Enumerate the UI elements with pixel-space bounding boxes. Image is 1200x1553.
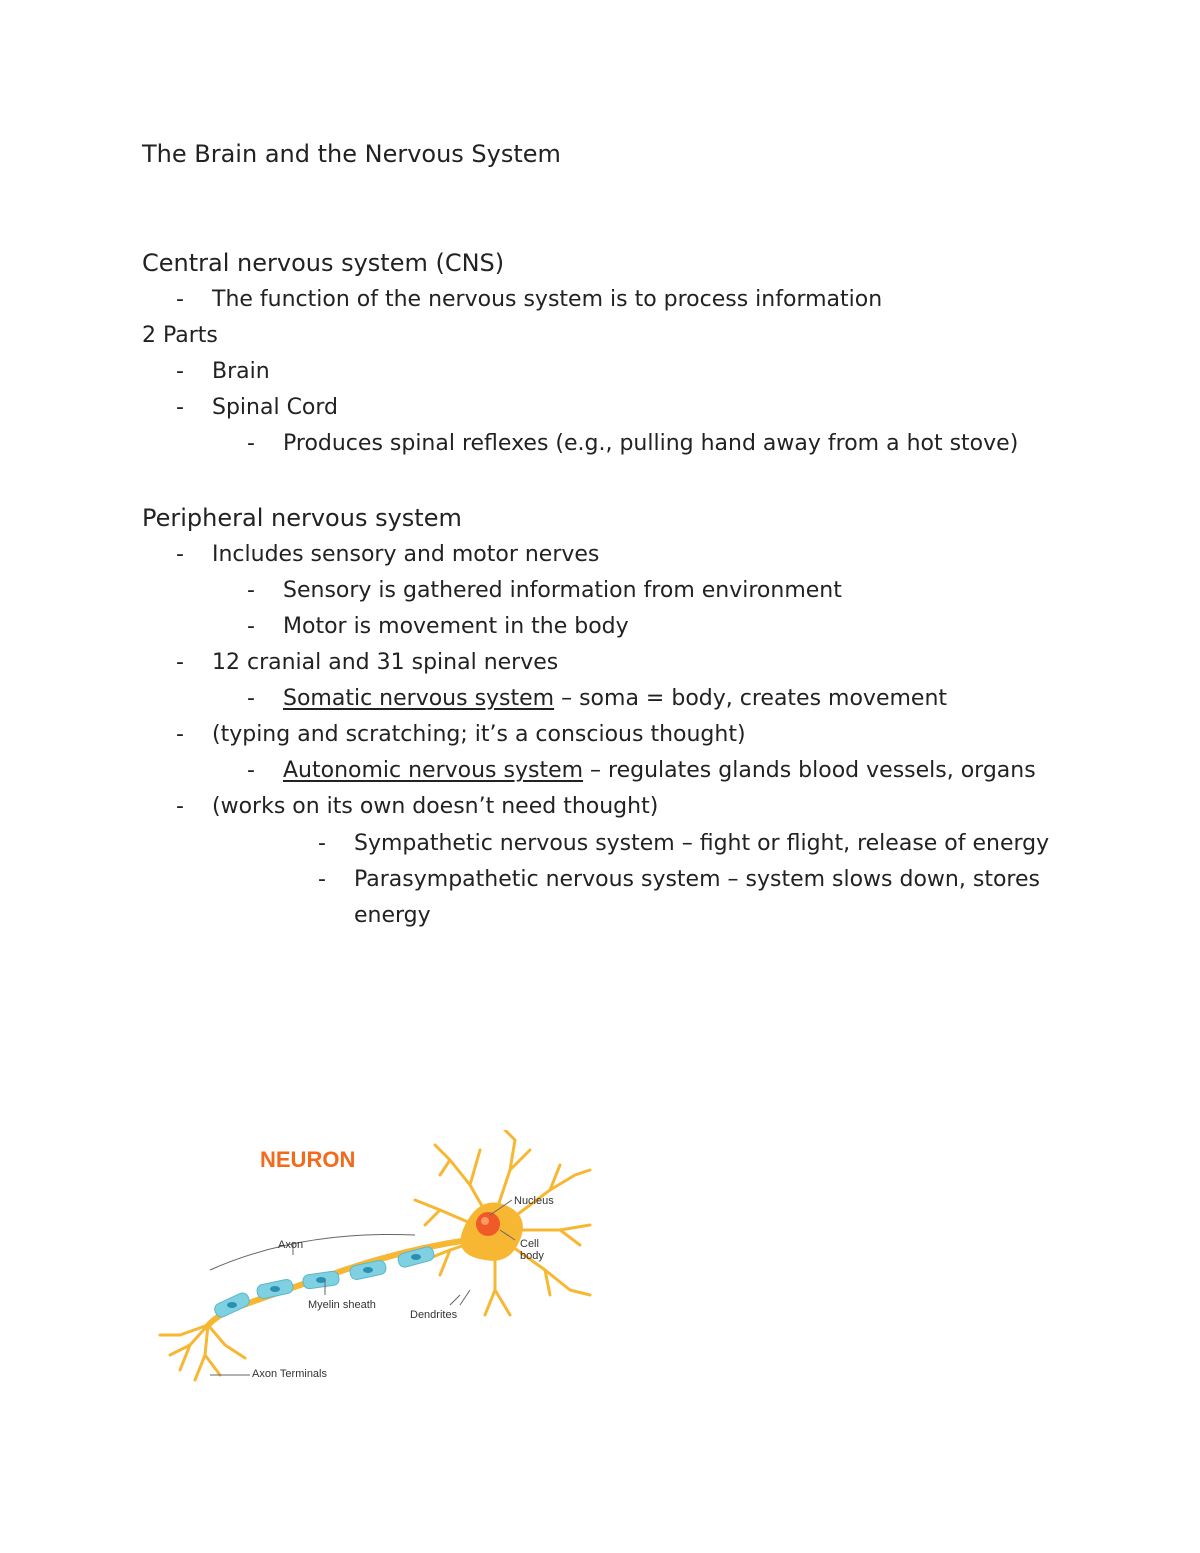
label-dendrites: Dendrites: [410, 1309, 458, 1321]
label-myelin-sheath: Myelin sheath: [308, 1299, 376, 1311]
nerves-item: 12 cranial and 31 spinal nerves: [212, 650, 559, 675]
autonomic-description: – regulates glands blood vessels, organs: [583, 758, 1036, 783]
works-item: (works on its own doesn’t need thought): [212, 794, 659, 819]
neuron-title: NEURON: [260, 1147, 356, 1172]
includes-item: Includes sensory and motor nerves: [212, 542, 600, 567]
bullet-dash: -: [176, 794, 184, 819]
bullet-dash: -: [247, 431, 255, 456]
label-axon-terminals: Axon Terminals: [252, 1368, 327, 1380]
sensory-item: Sensory is gathered information from environment: [283, 578, 842, 603]
somatic-item: [283, 684, 947, 714]
typing-item: (typing and scratching; it’s a conscious thought): [212, 722, 746, 747]
bullet-dash: -: [318, 831, 326, 856]
spinal-cord-item: Spinal Cord: [212, 395, 339, 420]
bullet-dash: -: [176, 359, 184, 384]
cns-function-item: The function of the nervous system is to process information: [212, 287, 883, 312]
sympathetic-item: Sympathetic nervous system – fight or flight, release of energy: [354, 831, 1050, 856]
document-title: The Brain and the Nervous System: [142, 140, 561, 168]
parts-label: 2 Parts: [142, 323, 218, 348]
somatic-term: Somatic nervous system: [283, 686, 555, 711]
brain-item: Brain: [212, 359, 270, 384]
parasympathetic-item: Parasympathetic nervous system – system slows down, stores: [354, 867, 1040, 892]
label-body: body: [520, 1250, 544, 1262]
bullet-dash: -: [176, 287, 184, 312]
label-nucleus: Nucleus: [514, 1195, 554, 1207]
autonomic-term: Autonomic nervous system: [283, 758, 584, 783]
cns-heading: Central nervous system (CNS): [142, 249, 505, 277]
pns-heading: Peripheral nervous system: [142, 504, 462, 532]
motor-item: Motor is movement in the body: [283, 614, 629, 639]
bullet-dash: -: [318, 867, 326, 892]
bullet-dash: -: [176, 542, 184, 567]
bullet-dash: -: [176, 650, 184, 675]
nucleolus-graphic: [481, 1217, 489, 1225]
bullet-dash: -: [176, 722, 184, 747]
somatic-description: – soma = body, creates movement: [554, 686, 948, 711]
autonomic-item: [283, 756, 1036, 786]
label-cell: Cell: [520, 1238, 539, 1250]
label-axon: Axon: [278, 1239, 304, 1251]
bullet-dash: -: [247, 758, 255, 783]
parasympathetic-item-continued: energy: [354, 903, 431, 928]
reflexes-item: Produces spinal reflexes (e.g., pulling hand away from a hot stove): [283, 431, 1019, 456]
bullet-dash: -: [176, 395, 184, 420]
nucleus-graphic: [476, 1212, 500, 1236]
neuron-diagram: [150, 1130, 600, 1385]
bullet-dash: -: [247, 578, 255, 603]
bullet-dash: -: [247, 686, 255, 711]
bullet-dash: -: [247, 614, 255, 639]
axon-terminals-graphic: [160, 1325, 245, 1380]
